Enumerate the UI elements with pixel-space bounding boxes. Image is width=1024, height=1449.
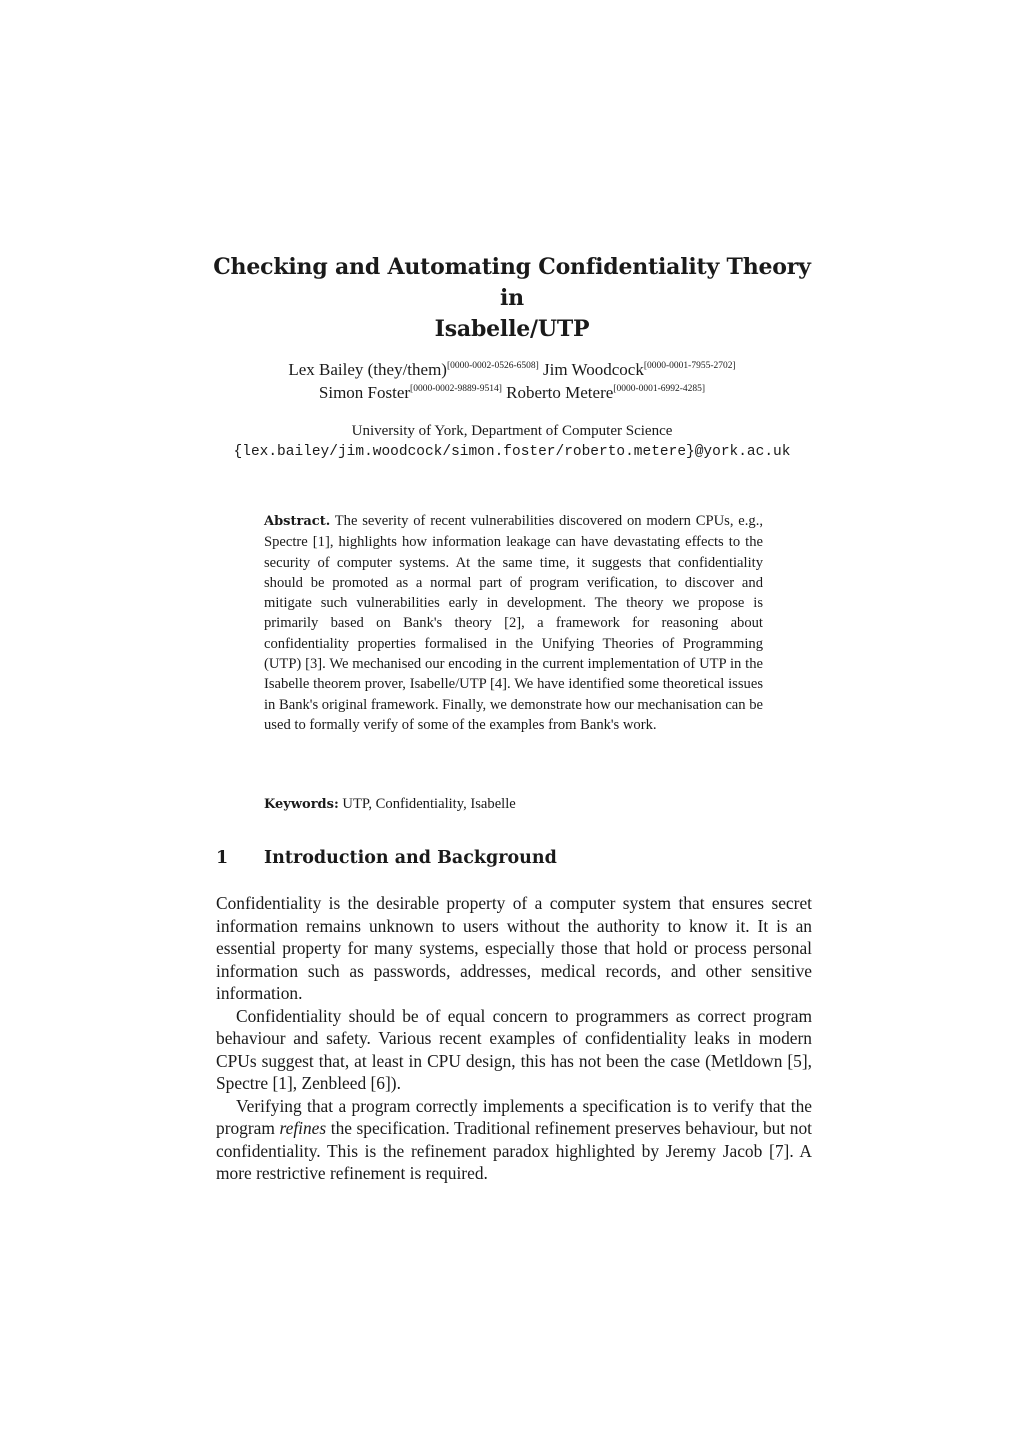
keywords-label: Keywords:	[264, 797, 339, 812]
keywords	[264, 794, 763, 815]
section-number: 1	[216, 848, 229, 868]
author-name: Simon Foster	[318, 383, 411, 402]
orcid-id: [0000-0001-7955-2702]	[643, 361, 736, 371]
paper-title	[200, 252, 824, 345]
paragraph: Confidentiality should be of equal concern to programmers as correct program behaviour and safety. Various recent examples of confidentiality leaks in modern CPUs suggest that, at least in CPU design, this has not been the case (Metldown [5], Spectre [1], Zenbleed [6]).	[216, 1005, 812, 1093]
abstract-text: The severity of recent vulnerabilities discovered on modern CPUs, e.g., Spectre [1], highlights how information leakage can have devastating effects to the security of computer systems. At the same time, it suggests that confidentiality should be promoted as a normal part of program verification, to discover and mitigate such vulnerabilities early in development. The theory we propose is primarily based on Bank's theory [2], a framework for reasoning about confidentiality properties formalised in the Unifying Theories of Programming (UTP) [3]. We mechanised our encoding in the current implementation of UTP in the Isabelle theorem prover, Isabelle/UTP [4]. We have identified some theoretical issues in Bank's original framework. Finally, we demonstrate how our mechanisation can be used to formally verify of some of the examples from Bank's work.	[264, 513, 763, 733]
keywords-text: UTP, Confidentiality, Isabelle	[342, 796, 516, 812]
section-body	[216, 892, 812, 1185]
author-name: Roberto Metere	[506, 383, 614, 402]
orcid-id: [0000-0002-9889-9514]	[410, 384, 502, 394]
paragraph-text: the specification. Traditional refinement preserves behaviour, but not confidentiality. This is the refinement paradox highlighted by Jeremy Jacob [7]. A more restrictive refinement is required.	[216, 1118, 812, 1183]
author-emails: {lex.bailey/jim.woodcock/simon.foster/roberto.metere}@york.ac.uk	[233, 444, 791, 460]
author-list	[180, 358, 844, 404]
section-heading	[216, 846, 557, 870]
author-name: Lex Bailey (they/them)	[288, 360, 447, 379]
orcid-id: [0000-0002-0526-6508]	[446, 361, 539, 371]
author-line-2	[180, 381, 844, 404]
paragraph-text: Verifying that a program correctly implements a specification is to verify that the program	[216, 1095, 812, 1138]
abstract	[264, 511, 763, 735]
paragraph: Confidentiality is the desirable property of a computer system that ensures secret information remains unknown to users without the authority to know it. It is an essential property for many systems, especially those that hold or process personal information such as passwords, addresses, medical records, and other sensitive information.	[216, 893, 812, 1003]
title-line-2: Isabelle/UTP	[434, 316, 590, 342]
emphasized-term: refines	[279, 1118, 327, 1138]
section-title: Introduction and Background	[264, 848, 557, 868]
abstract-label: Abstract.	[264, 514, 331, 529]
author-name: Jim Woodcock	[543, 360, 644, 379]
title-line-1: Checking and Automating Confidentiality Theory in	[213, 254, 811, 311]
author-line-1	[180, 358, 844, 381]
orcid-id: [0000-0001-6992-4285]	[613, 384, 706, 394]
affiliation: University of York, Department of Computer Science	[351, 423, 673, 439]
paragraph	[216, 1095, 812, 1185]
